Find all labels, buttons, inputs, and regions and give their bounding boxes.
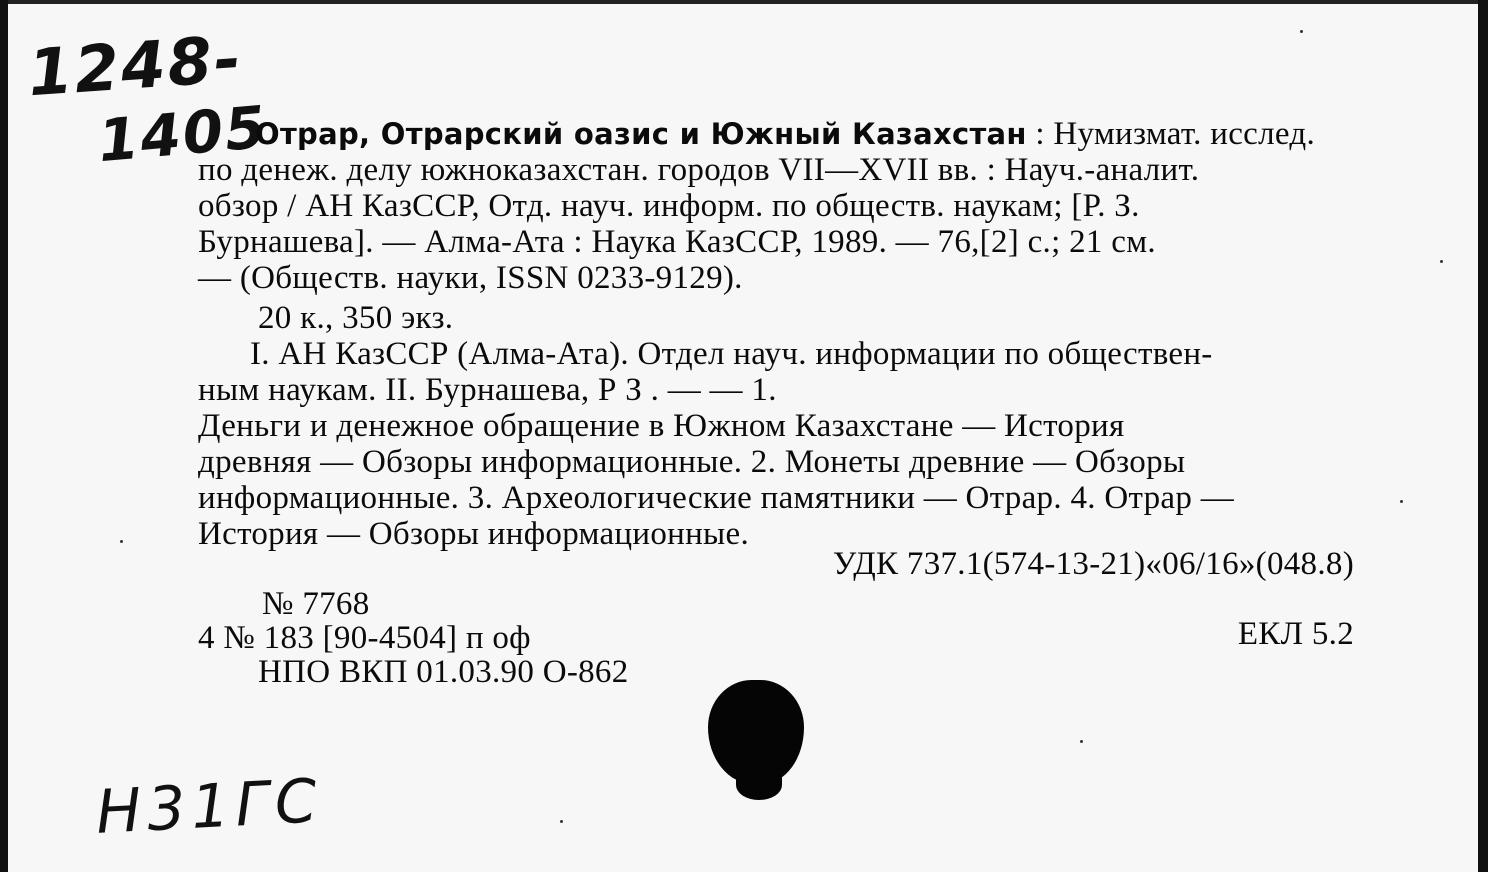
- record-line-12: История — Обзоры информационные.: [198, 516, 750, 552]
- record-price: 20 к., 350 экз.: [258, 300, 454, 336]
- udk-code: УДК 737.1(574-13-21)«06/16»(048.8): [832, 546, 1354, 582]
- card-right-edge: [1478, 0, 1488, 872]
- record-line-5: — (Обществ. науки, ISSN 0233-9129).: [198, 260, 743, 296]
- record-line-1: [255, 116, 1315, 152]
- ekl-code: ЕКЛ 5.2: [1237, 616, 1354, 652]
- noise-speck: [1080, 740, 1083, 743]
- record-line-4: Бурнашева]. — Алма-Ата : Наука КазССР, 1989. — 76,[2] с.; 21 см.: [198, 224, 1156, 260]
- card-number: № 7768: [262, 586, 370, 622]
- noise-speck: [1440, 260, 1443, 263]
- handwritten-code-bottom: Н31ГС: [94, 766, 325, 848]
- order-code: 4 № 183 [90-4504] п оф: [198, 620, 531, 656]
- handwritten-shelfmark-top: 1248-: [25, 22, 246, 112]
- record-title: Отрар, Отрарский оазис и Южный Казахстан: [255, 117, 1027, 151]
- punch-hole: [708, 680, 804, 784]
- noise-speck: [1400, 500, 1403, 503]
- record-line-8: ным наукам. II. Бурнашева, Р З . — — 1.: [198, 372, 777, 408]
- record-line-7: I. АН КазССР (Алма-Ата). Отдел науч. информации по обществен-: [250, 336, 1213, 372]
- noise-speck: [1300, 30, 1303, 33]
- record-title-rest: : Нумизмат. исслед.: [1026, 116, 1316, 152]
- noise-speck: [120, 540, 123, 543]
- card-top-edge: [0, 0, 1488, 4]
- record-line-9: Деньги и денежное обращение в Южном Казахстане — История: [198, 408, 1125, 444]
- record-line-10: древняя — Обзоры информационные. 2. Монеты древние — Обзоры: [198, 444, 1186, 480]
- punch-hole-tail: [736, 770, 782, 800]
- card-left-edge: [0, 0, 8, 872]
- noise-speck: [560, 820, 563, 823]
- record-line-11: информационные. 3. Археологические памятники — Отрар. 4. Отрар —: [198, 480, 1235, 516]
- record-line-3: обзор / АН КазССР, Отд. науч. информ. по обществ. наукам; [Р. З.: [198, 188, 1140, 224]
- handwritten-shelfmark-second: 1405: [95, 92, 271, 176]
- record-line-2: по денеж. делу южноказахстан. городов VII—XVII вв. : Науч.-аналит.: [198, 152, 1200, 188]
- npo-code: НПО ВКП 01.03.90 О-862: [258, 654, 629, 690]
